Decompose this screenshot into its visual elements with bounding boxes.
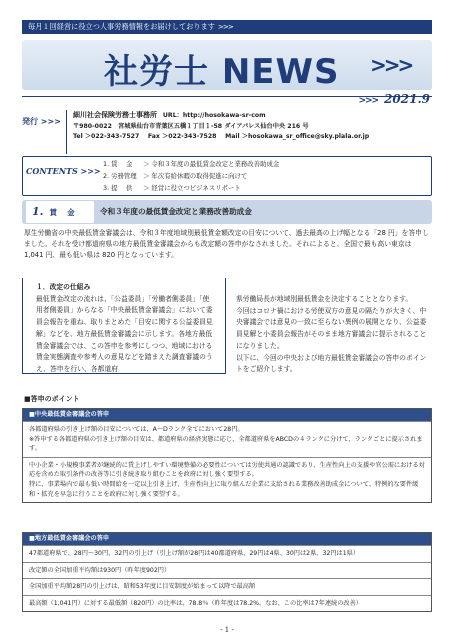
left-column xyxy=(36,282,216,376)
local-point-1: 47都道府県で、28円～30円、32円の引上げ（引上げ額が28円は40都道府県、29円は4県、30円は2県、32円は1県） xyxy=(23,545,431,562)
tagline-text: 毎月１回経営に役立つ人事労務情報をお届けしております xyxy=(28,22,215,31)
section-number xyxy=(26,201,94,223)
central-council-cell xyxy=(23,421,431,457)
section-header xyxy=(22,200,432,224)
section-label: 賃 金 xyxy=(49,208,75,217)
contents-box xyxy=(22,156,432,196)
contents-item-number: 2. 労務管理 xyxy=(103,172,137,180)
issue-arrows: >>> xyxy=(358,96,379,106)
contents-label: CONTENTS >>> xyxy=(26,166,101,176)
newsletter-title: 社労士 NEWS xyxy=(104,52,340,92)
central-council-table xyxy=(22,408,432,503)
contents-item-text: ＞ 経営に役立つビジネスリポート xyxy=(143,184,241,192)
local-point-4: 最高額（1,041円）に対する最低額（820円）の比率は、78.8％（昨年度は78.2%。なお、この比率は7年連続の改善） xyxy=(23,595,431,612)
page-number: - 1 - xyxy=(220,626,234,634)
contents-item-text: ＞ 令和３年度の最低賃金改定と業務改善助成金 xyxy=(143,160,280,168)
publisher-org: 細川社会保険労務士事務所 xyxy=(73,111,157,119)
local-point-2: 改定額の全国加重平均額は930円（昨年度902円） xyxy=(23,562,431,579)
issue-date xyxy=(358,92,430,106)
right-column-body-2: 今回はコロナ禍における労使双方の意見の隔たりが大きく、中央審議会では意見の一致に至らない異例の展開となり、公益委員見解と小委員会報告がそのまま地方審議会に提示されることになりました。 xyxy=(236,306,427,350)
publisher-mail[interactable]: Mail ＞hosokawa_sr_office@sky.plala.or.jp xyxy=(225,133,370,140)
right-column-body-3: 以下に、今回の中央および地方最低賃金審議会の答申のポイントをご紹介します。 xyxy=(236,353,427,374)
right-column xyxy=(236,294,432,376)
central-council-cell xyxy=(23,457,431,502)
publisher-address: 〒980-0022 宮城県仙台市青葉区五橋１丁目１-58 ダイアパレス仙台中央 216 号 xyxy=(73,122,309,130)
tagline-arrows: >>> xyxy=(217,22,233,31)
publisher-block xyxy=(66,110,432,154)
publisher-fax: Fax ＞022-343-7528 xyxy=(147,133,217,140)
tagline-bar xyxy=(22,20,432,34)
local-council-header: ■地方最低賃金審議会の答申 xyxy=(23,533,431,545)
section-num-text: 1. xyxy=(32,205,44,218)
section-title: 令和３年度の最低賃金改定と業務改善助成金 xyxy=(100,207,252,216)
publisher-tel: Tel ＞022-343-7527 xyxy=(73,133,140,140)
publisher-label: 発行 >>> xyxy=(22,117,61,126)
contents-item-number: 1. 賃 金 xyxy=(103,160,133,168)
contents-item-text: ＞ 年次有給休暇の取得促進に向けて xyxy=(143,172,248,180)
central-point-3: 中小企業・小規模事業者が継続的に賃上げしやすい環境整備の必要性については労使共通の認識であり、生産性向上の支援や官公需における対応を含めた取引条件の改善等に引き続き取り組むことを政府に対し強く要望する。 xyxy=(29,461,425,479)
section-intro: 厚生労働省の中央最低賃金審議会は、令和３年度地域別最低賃金額改定の目安について、過去最高の上げ幅となる「28 円」を答申しました。それを受け都道府県の地方最低賃金審議会からも改定額の答申がなされました。それによると、全国で最も高い東京は 1,041 円、最も低い県は 820 円となっています。 xyxy=(24,229,429,260)
right-column-body-1: 県労働局長が地域別最低賃金を決定することとなります。 xyxy=(236,295,413,303)
contents-item[interactable] xyxy=(103,158,279,170)
central-council-header: ■中央最低賃金審議会の答申 xyxy=(23,409,431,421)
central-point-1: 各都道府県の引き上げ額の目安については、A～Dランク全てにおいて28円。 xyxy=(29,426,244,433)
central-point-4: 特に、事業場内で最も低い時間給を一定以上引き上げ、生産性向上に取り組んだ企業に支給される業務改善助成金について、特例的な要件緩和・拡充を早急に行うことを政府に対し強く要望する。 xyxy=(29,480,419,498)
local-council-table xyxy=(22,532,432,612)
contents-item[interactable] xyxy=(103,170,279,182)
contents-item[interactable] xyxy=(103,182,279,194)
contents-list xyxy=(103,158,279,194)
left-column-heading: １．改定の仕組み xyxy=(36,283,91,291)
central-point-2: ※答申する各都道府県の引き上げ額の目安は、都道府県の経済実態に応じ、全都道府県をABCDの４ランクに分けて、ランクごとに提示されます。 xyxy=(29,435,423,453)
contents-item-number: 3. 提 供 xyxy=(103,184,133,192)
points-title: ■答申のポイント xyxy=(24,395,80,403)
title-arrows: >>> xyxy=(370,53,412,77)
issue-number: 2021.9 xyxy=(384,92,430,106)
publisher-url[interactable]: URL：http://hosokawa-sr-com xyxy=(162,112,266,119)
local-point-3: 全国加重平均額28円の引上げは、昭和53年度に目安制度が始まって以降で最高額 xyxy=(23,578,431,595)
left-column-body: 最低賃金改定の流れは、「公益委員」「労働者側委員」「使用者側委員」からなる「中央最低賃金審議会」において委員会報告を重ね、取りまとめた「目安に関する公益委員見解」などを、地方最低賃金審議会に示します。各地方最低賃金審議会では、この答申を参考にしつつ、地域における賃金実態調査や参考人の意見などを踏まえた調査審議のうえ、答申を行い、各都道府 xyxy=(36,294,213,373)
